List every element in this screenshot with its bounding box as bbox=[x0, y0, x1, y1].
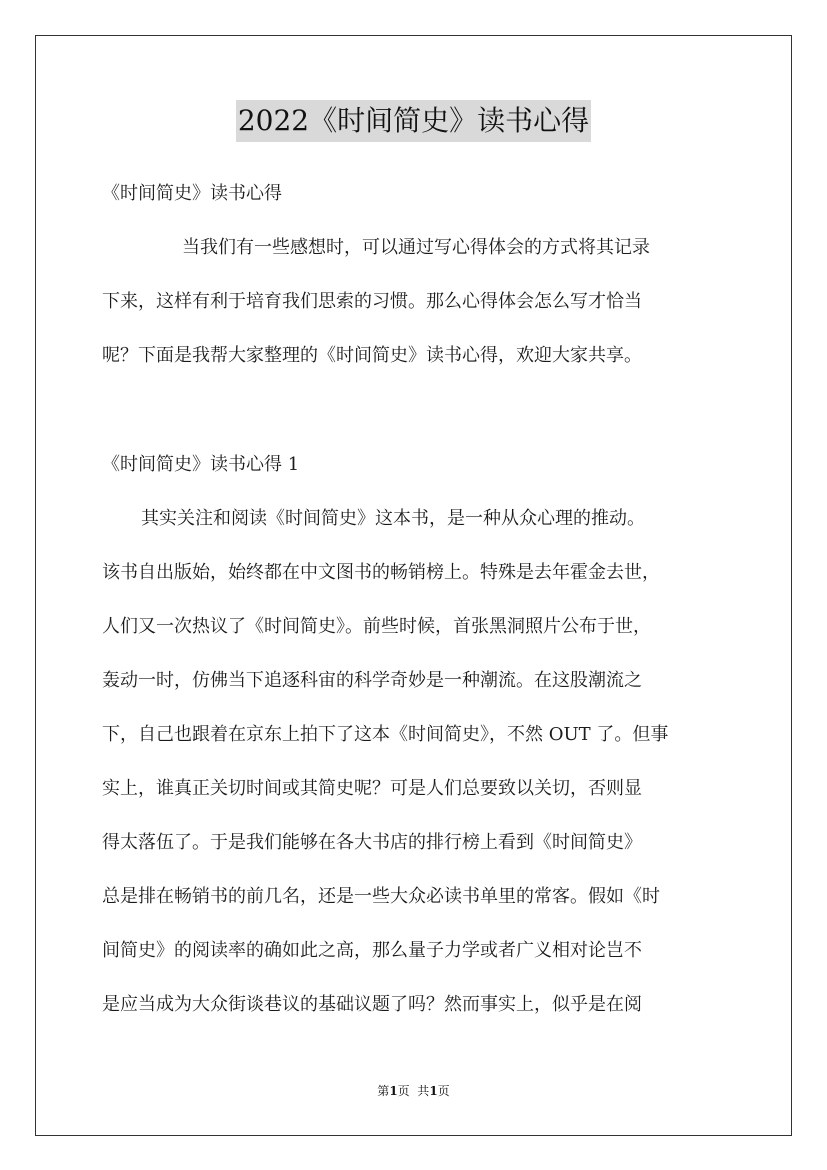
body-line: 实上，谁真正关切时间或其简史呢？可是人们总要致以关切，否则显 bbox=[102, 778, 642, 799]
title-container bbox=[0, 100, 827, 142]
footer-page-suffix: 页 bbox=[437, 1084, 450, 1098]
intro-line: 呢？下面是我帮大家整理的《时间简史》读书心得，欢迎大家共享。 bbox=[102, 345, 642, 366]
body-line: 人们又一次热议了《时间简史》。前些时候，首张黑洞照片公布于世， bbox=[102, 616, 651, 637]
body-line: 其实关注和阅读《时间简史》这本书，是一种从众心理的推动。 bbox=[141, 508, 645, 529]
body-line: 轰动一时，仿佛当下追逐科宙的科学奇妙是一种潮流。在这股潮流之 bbox=[102, 670, 642, 691]
section-heading: 《时间简史》读书心得 1 bbox=[102, 454, 300, 475]
body-line: 得太落伍了。于是我们能够在各大书店的排行榜上看到《时间简史》 bbox=[102, 832, 642, 853]
page-footer bbox=[0, 1083, 827, 1099]
subtitle: 《时间简史》读书心得 bbox=[102, 183, 282, 204]
footer-page-number: 1 bbox=[389, 1084, 398, 1098]
body-line: 下，自己也跟着在京东上拍下了这本《时间简史》，不然 OUT 了。但事 bbox=[102, 724, 669, 745]
intro-line: 当我们有一些感想时，可以通过写心得体会的方式将其记录 bbox=[182, 237, 650, 258]
body-line: 间简史》的阅读率的确如此之高，那么量子力学或者广义相对论岂不 bbox=[102, 940, 642, 961]
intro-line: 下来，这样有利于培育我们思索的习惯。那么心得体会怎么写才恰当 bbox=[102, 291, 642, 312]
footer-page-total: 1 bbox=[429, 1084, 438, 1098]
footer-page-mid: 页 共 bbox=[397, 1084, 430, 1098]
document-title: 2022《时间简史》读书心得 bbox=[236, 100, 591, 142]
footer-page-prefix: 第 bbox=[377, 1084, 390, 1098]
body-line: 该书自出版始，始终都在中文图书的畅销榜上。特殊是去年霍金去世， bbox=[102, 562, 660, 583]
body-line: 是应当成为大众街谈巷议的基础议题了吗？然而事实上，似乎是在阅 bbox=[102, 994, 642, 1015]
body-line: 总是排在畅销书的前几名，还是一些大众必读书单里的常客。假如《时 bbox=[102, 886, 660, 907]
